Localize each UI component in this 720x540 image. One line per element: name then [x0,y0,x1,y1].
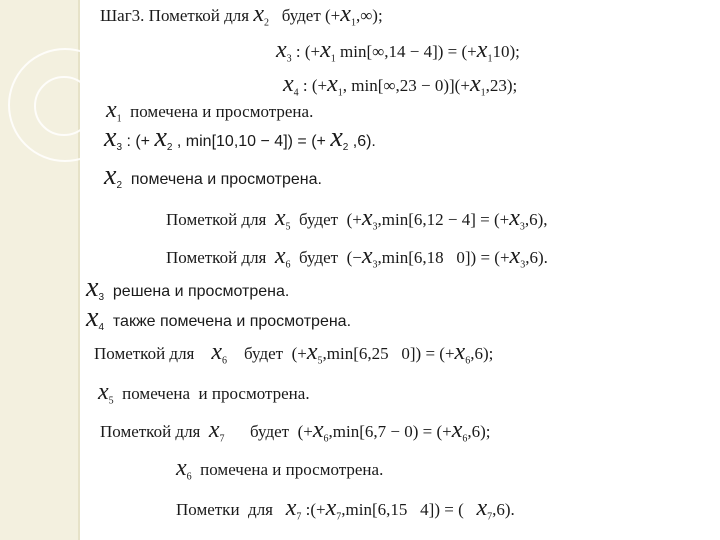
x7-final-label: Пометки для $x_7$ $:(+x_7,\min[6,15$ 4]) = ( $x_7,6$). [176,495,515,523]
x6-label-2: Пометкой для $x_6$ будет ($+x_5,\min[6,25$ $0]) = (+x_6,6)$; [94,339,494,367]
x3-label-1: $x_3$ : ($+x_1$ $\min[\infty,14 - 4]) = (+x_110)$; [276,37,520,65]
step3-heading: Шаг3. Пометкой для $x_2$ будет $(+x_1,\infty)$; [100,1,383,29]
decorative-ring-small [34,76,94,136]
x7-label: Пометкой для $x_7$ будет ($+x_6,\min[6,7 - 0) = (+x_6,6)$; [100,417,491,445]
x5-status: $x_5$ помечена и просмотрена. [98,379,310,407]
x2-status: $x_2$ помечена и просмотрена. [104,160,322,192]
x3-label-2: $x_3$ : (+ $x_2$ , min[10,10 − 4]) = (+ $x_2$ ,6). [104,122,376,154]
x4-label: $x_4$ : ($+x_1$, $\min[\infty,23 - 0)](+x_1,23)$; [283,71,518,99]
x6-status: $x_6$ помечена и просмотрена. [176,455,384,483]
x5-label-1: Пометкой для $x_5$ будет ($+x_3,\min[6,12 - 4] = (+x_3,6)$, [166,205,548,233]
x1-status: $x_1$ помечена и просмотрена. [106,97,314,125]
x4-status: $x_4$ также помечена и просмотрена. [86,302,352,334]
x3-status: $x_3$ решена и просмотрена. [86,272,290,304]
x6-label-1: Пометкой для $x_6$ будет ($-x_3,\min[6,18$ $0]) = (+x_3,6)$. [166,243,548,271]
